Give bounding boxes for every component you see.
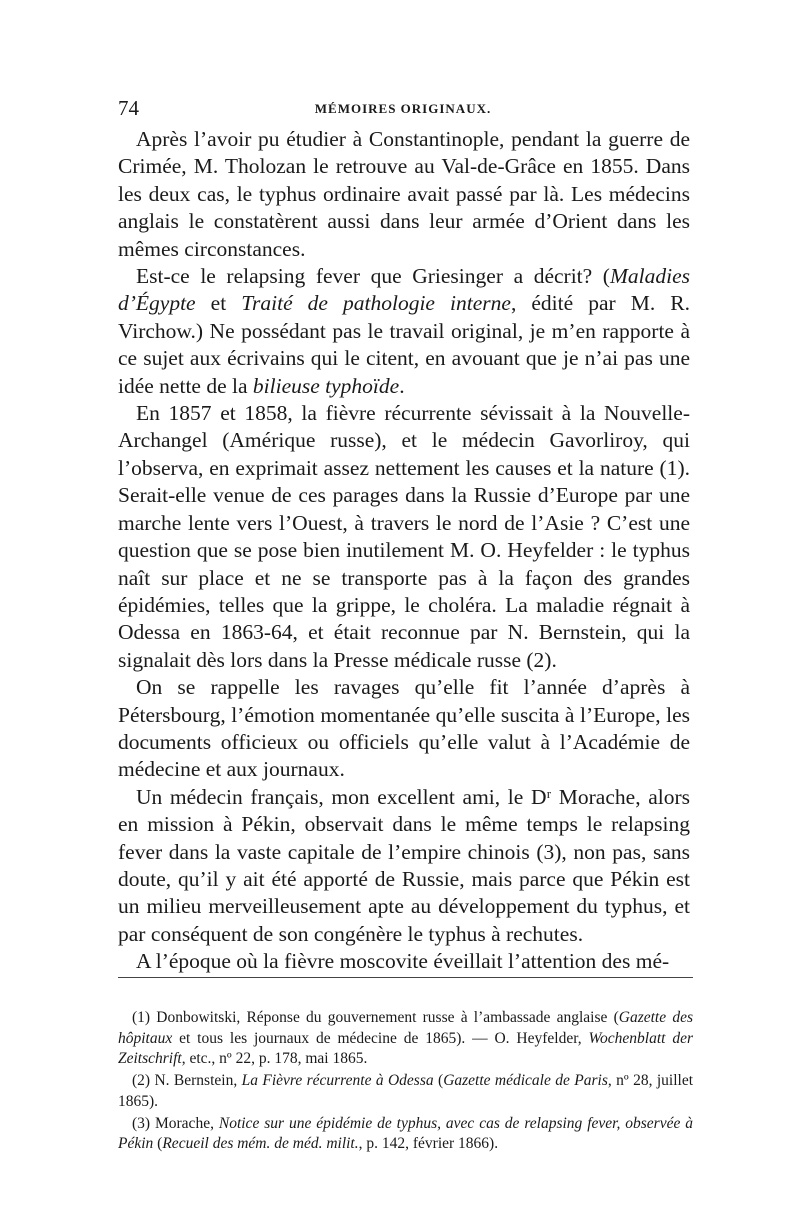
text-run: ( bbox=[153, 1135, 163, 1153]
italic-text-run: Recueil des mém. de méd. milit. bbox=[162, 1135, 359, 1153]
body-text bbox=[118, 126, 690, 976]
text-run: , p. 142, février 1866). bbox=[358, 1135, 499, 1153]
paragraph bbox=[118, 126, 690, 263]
italic-text-run: Wochenblatt der Zeitschrift bbox=[118, 1029, 693, 1068]
text-run: En 1857 et 1858, la fièvre récurrente sévissait à la Nouvelle-Archangel (Amérique russe), et le médecin Gavorliroy, qui l’observa, en exprimait assez nettement les causes et la nature (1). Serait-elle venue de ces parages dans la Russie d’Europe par une marche lente vers l’Ouest, à travers le nord de l’Asie ? C’est une question que se pose bien inutilement M. O. Heyfelder : le typhus naît sur place et ne se transporte pas à la façon des grandes épidémies, telles que la grippe, le choléra. La maladie régnait à Odessa en 1863-64, et était reconnue par N. Bernstein, qui la signalait dès lors dans la Presse médicale russe (2). bbox=[118, 401, 690, 672]
italic-text-run: Gazette médicale de Paris bbox=[443, 1072, 608, 1090]
footnote bbox=[118, 1071, 693, 1112]
text-run: et tous les journaux de médecine de 1865). — O. Heyfelder, bbox=[172, 1029, 589, 1047]
text-run: . bbox=[399, 373, 405, 398]
paragraph bbox=[118, 674, 690, 784]
text-run: (2) N. Bernstein, bbox=[132, 1072, 242, 1090]
text-run: (3) Morache, bbox=[132, 1114, 219, 1132]
paragraph bbox=[118, 948, 690, 975]
paragraph bbox=[118, 263, 690, 400]
text-run: , etc., nº 22, p. 178, mai 1865. bbox=[181, 1050, 368, 1068]
italic-text-run: La Fièvre récurrente à Odessa bbox=[241, 1072, 434, 1090]
text-run: (1) Donbowitski, Réponse du gouvernement russe à l’ambassade anglaise ( bbox=[132, 1009, 619, 1026]
paragraph bbox=[118, 400, 690, 674]
page-number: 74 bbox=[118, 96, 139, 120]
text-run: et bbox=[195, 291, 242, 316]
italic-text-run: Traité de pathologie interne bbox=[241, 291, 511, 316]
text-run: Après l’avoir pu étudier à Constantinople, pendant la guerre de Crimée, M. Tholozan le retrouve au Val-de-Grâce en 1855. Dans les deux cas, le typhus ordinaire avait passé par là. Les médecins anglais le constatèrent aussi dans leur armée d’Orient dans les mêmes circonstances. bbox=[118, 127, 690, 261]
italic-text-run: Maladies d’Égypte bbox=[118, 264, 690, 316]
text-run: A l’époque où la fièvre moscovite éveillait l’attention des mé- bbox=[136, 949, 670, 974]
text-run: , édité par M. R. Virchow.) Ne possédant pas le travail original, je m’en rapporte à ce sujet aux écrivains qui le citent, en avouant que je n’ai pas une idée nette de la bbox=[118, 291, 690, 398]
text-run: Est-ce le relapsing fever que Griesinger a décrit? ( bbox=[136, 264, 610, 289]
italic-text-run: Notice sur une épidémie de typhus, avec cas de relapsing fever, observée à Pékin bbox=[118, 1114, 694, 1153]
footnotes bbox=[118, 1008, 693, 1156]
footnote bbox=[118, 1008, 693, 1070]
italic-text-run: bilieuse typhoïde bbox=[252, 373, 400, 398]
running-head bbox=[118, 96, 688, 124]
paragraph bbox=[118, 784, 690, 948]
italic-text-run: Gazette des hôpitaux bbox=[118, 1009, 693, 1047]
text-run: On se rappelle les ravages qu’elle fit l’année d’après à Pétersbourg, l’émotion momentanée qu’elle suscita à l’Europe, les documents officieux ou officiels qu’elle valut à l’Académie de médecine et aux journaux. bbox=[118, 675, 690, 782]
text-run: , nº 28, juillet 1865). bbox=[118, 1072, 694, 1110]
text-run: Un médecin français, mon excellent ami, le Dʳ Morache, alors en mission à Pékin, observait dans le même temps le relapsing fever dans la vaste capitale de l’empire chinois (3), non pas, sans doute, qu’il y ait été apporté de Russie, mais parce que Pékin est un milieu merveilleusement apte au développement du typhus, et par conséquent de son congénère le typhus à rechutes. bbox=[118, 784, 690, 946]
running-title: MÉMOIRES ORIGINAUX. bbox=[314, 101, 492, 116]
text-run: ( bbox=[433, 1072, 444, 1090]
footnote-divider bbox=[118, 977, 693, 978]
footnote bbox=[118, 1114, 693, 1155]
